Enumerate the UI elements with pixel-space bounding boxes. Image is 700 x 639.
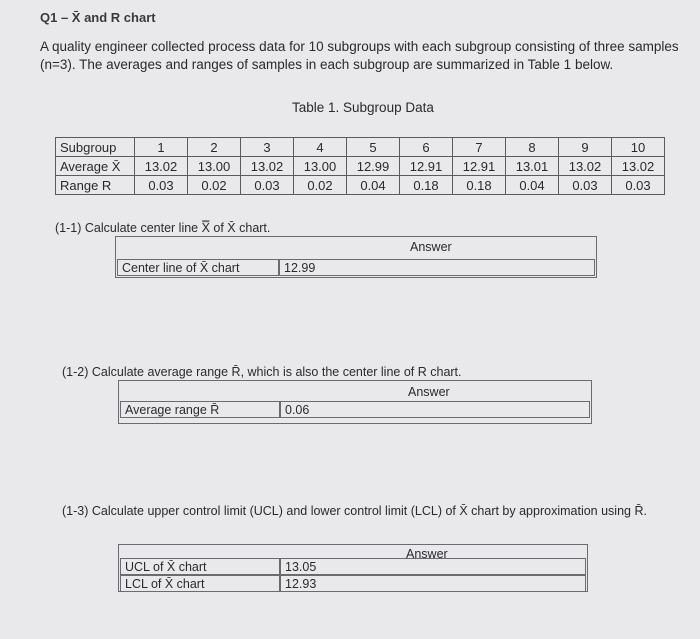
average-cell: 13.02 xyxy=(559,157,612,176)
range-cell: 0.18 xyxy=(453,176,506,195)
subgroup-cell: 2 xyxy=(188,138,241,157)
subgroup-cell: 1 xyxy=(135,138,188,157)
row-label-subgroup: Subgroup xyxy=(56,138,135,157)
subgroup-cell: 10 xyxy=(612,138,665,157)
range-cell: 0.03 xyxy=(135,176,188,195)
ucl-value[interactable]: 13.05 xyxy=(280,558,586,575)
center-line-value[interactable]: 12.99 xyxy=(279,259,595,276)
center-line-label: Center line of X̄ chart xyxy=(117,259,279,276)
average-cell: 12.91 xyxy=(453,157,506,176)
range-cell: 0.02 xyxy=(188,176,241,195)
average-cell: 13.00 xyxy=(294,157,347,176)
lcl-label: LCL of X̄ chart xyxy=(120,575,280,592)
page-title: Q1 – X̄ and R chart xyxy=(40,10,156,25)
subgroup-cell: 6 xyxy=(400,138,453,157)
average-cell: 13.02 xyxy=(135,157,188,176)
average-cell: 13.00 xyxy=(188,157,241,176)
answer-header: Answer xyxy=(410,240,452,254)
ucl-label: UCL of X̄ chart xyxy=(120,558,280,575)
row-label-range: Range R xyxy=(56,176,135,195)
average-cell: 13.02 xyxy=(612,157,665,176)
subgroup-cell: 8 xyxy=(506,138,559,157)
range-cell: 0.18 xyxy=(400,176,453,195)
range-cell: 0.03 xyxy=(612,176,665,195)
subgroup-cell: 3 xyxy=(241,138,294,157)
table-row-subgroup xyxy=(56,138,665,157)
subgroup-cell: 9 xyxy=(559,138,612,157)
table-caption: Table 1. Subgroup Data xyxy=(292,100,434,115)
average-cell: 13.01 xyxy=(506,157,559,176)
average-cell: 13.02 xyxy=(241,157,294,176)
question-1-1: (1-1) Calculate center line X̿ of X̄ chart. xyxy=(55,221,271,235)
average-cell: 12.91 xyxy=(400,157,453,176)
range-cell: 0.03 xyxy=(241,176,294,195)
row-label-average: Average X̄ xyxy=(56,157,135,176)
range-cell: 0.03 xyxy=(559,176,612,195)
answer-header: Answer xyxy=(408,385,450,399)
range-cell: 0.04 xyxy=(506,176,559,195)
question-1-2: (1-2) Calculate average range R̄, which is also the center line of R chart. xyxy=(62,365,462,379)
average-range-label: Average range R̄ xyxy=(120,401,280,418)
question-1-3: (1-3) Calculate upper control limit (UCL) and lower control limit (LCL) of X̄ chart by approximation using R̄. xyxy=(62,504,647,518)
subgroup-cell: 7 xyxy=(453,138,506,157)
intro-paragraph: A quality engineer collected process data for 10 subgroups with each subgroup consisting of three samples (n=3). The averages and ranges of samples in each subgroup are summarized in Table 1 below. xyxy=(40,39,679,72)
average-cell: 12.99 xyxy=(347,157,400,176)
average-range-value[interactable]: 0.06 xyxy=(280,401,590,418)
table-row-average xyxy=(56,157,665,176)
subgroup-cell: 5 xyxy=(347,138,400,157)
lcl-value[interactable]: 12.93 xyxy=(280,575,586,592)
range-cell: 0.04 xyxy=(347,176,400,195)
range-cell: 0.02 xyxy=(294,176,347,195)
subgroup-cell: 4 xyxy=(294,138,347,157)
answer-header: Answer xyxy=(406,547,448,561)
subgroup-table xyxy=(55,137,665,195)
table-row-range xyxy=(56,176,665,195)
